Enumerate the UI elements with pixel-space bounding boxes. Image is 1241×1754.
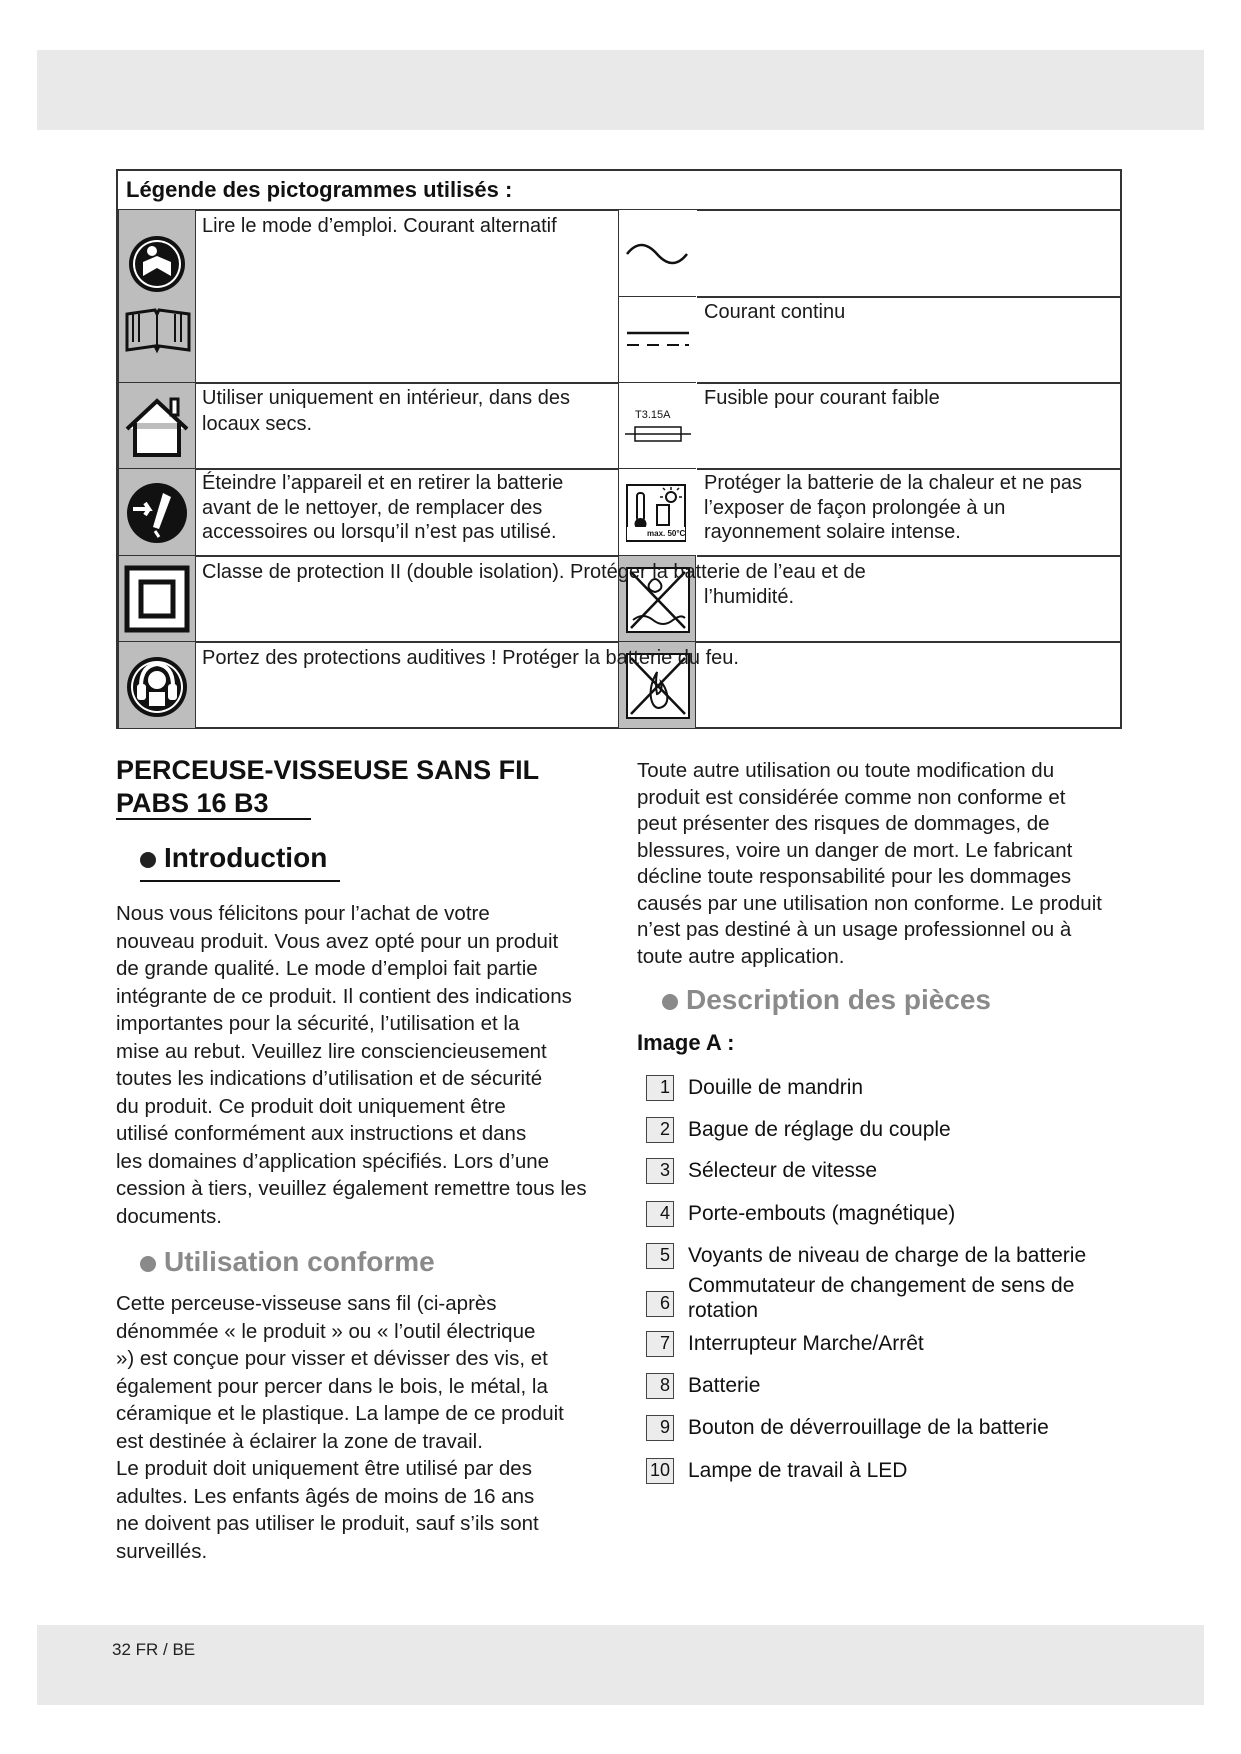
legend-text-class-ii: Classe de protection II (double isolation). Protéger la batterie de l’eau et de <box>202 561 866 583</box>
page-number: 32 FR / BE <box>112 1640 196 1659</box>
text-line: Le produit doit uniquement être utilisé par des <box>116 1457 532 1480</box>
text-line: documents. <box>116 1204 222 1228</box>
part-label: Porte-embouts (magnétique) <box>688 1202 956 1225</box>
text-line: toutes les indications d’utilisation et de sécurité <box>116 1067 543 1090</box>
part-label: Voyants de niveau de charge de la batterie <box>688 1244 1087 1267</box>
text-line: cession à tiers, veuillez également remettre tous les <box>116 1177 587 1200</box>
legend-text-read-manual: Lire le mode d’emploi. Courant alternatif <box>202 215 557 237</box>
legend-text-fuse: Fusible pour courant faible <box>704 387 940 409</box>
section-intended-use <box>140 1246 435 1278</box>
part-label: Lampe de travail à LED <box>688 1459 908 1482</box>
section-parts-description <box>662 984 991 1016</box>
indoor-use-house-icon <box>118 382 196 469</box>
text-line: adultes. Les enfants âgés de moins de 16 ans <box>116 1484 535 1508</box>
bullet-icon <box>140 1256 156 1272</box>
text-line: Nous vous félicitons pour l’achat de votre <box>116 902 490 925</box>
text-line: de grande qualité. Le mode d’emploi fait partie <box>116 957 538 980</box>
product-heading-line1: PERCEUSE-VISSEUSE SANS FIL <box>116 755 540 785</box>
legend-title: Légende des pictogrammes utilisés : <box>126 177 513 202</box>
section-introduction <box>140 842 327 874</box>
part-number-box: 9 <box>646 1415 674 1441</box>
part-label: Bague de réglage du couple <box>688 1118 951 1141</box>
text-line: toute autre application. <box>637 944 845 968</box>
bullet-icon <box>140 852 156 868</box>
part-number-box: 5 <box>646 1243 674 1269</box>
text-line: ne doivent pas utiliser le produit, sauf s’ils sont <box>116 1512 539 1535</box>
section-title: Introduction <box>164 842 328 873</box>
legend-text-dc: Courant continu <box>704 301 846 323</box>
intro-paragraph <box>116 900 616 1230</box>
part-number-box: 6 <box>646 1291 674 1317</box>
text-line: intégrante de ce produit. Il contient des indications <box>116 984 572 1008</box>
fuse-icon <box>618 382 696 469</box>
text-line: ») est conçue pour visser et dévisser des vis, et <box>116 1347 548 1370</box>
fuse-label: T3.15A <box>635 409 671 421</box>
protection-class-ii-icon <box>118 555 196 642</box>
part-number-box: 1 <box>646 1075 674 1101</box>
pictogram-legend-table <box>116 169 1122 729</box>
part-number-box: 2 <box>646 1117 674 1143</box>
text-line: produit est considérée comme non conforme et <box>637 785 1066 809</box>
text-line: également pour percer dans le bois, le métal, la <box>116 1374 548 1398</box>
part-number-box: 3 <box>646 1158 674 1184</box>
other-use-paragraph <box>637 758 1117 970</box>
section-underline <box>140 880 340 882</box>
part-label: Bouton de déverrouillage de la batterie <box>688 1416 1049 1439</box>
text-line: nouveau produit. Vous avez opté pour un produit <box>116 929 559 953</box>
unplug-before-cleaning-icon <box>118 468 196 556</box>
part-label: Douille de mandrin <box>688 1076 864 1099</box>
text-line: importantes pour la sécurité, l’utilisation et la <box>116 1012 520 1035</box>
text-line: surveillés. <box>116 1539 208 1563</box>
part-label: Batterie <box>688 1374 761 1397</box>
direct-current-icon <box>618 296 696 383</box>
product-heading-line2: PABS 16 B3 <box>116 788 269 818</box>
heading-underline <box>116 818 311 820</box>
product-heading <box>116 754 539 820</box>
text-line: est destinée à éclairer la zone de travail. <box>116 1429 483 1453</box>
text-line: n’est pas destiné à un usage professionnel ou à <box>637 918 1072 941</box>
text-line: blessures, voire un danger de mort. Le fabricant <box>637 838 1073 862</box>
part-label: Commutateur de changement de sens de rotation <box>688 1274 1075 1322</box>
text-line: décline toute responsabilité pour les dommages <box>637 865 1072 888</box>
text-line: du produit. Ce produit doit uniquement être <box>116 1094 506 1118</box>
heat-sun-protection-icon <box>618 468 696 556</box>
part-number-box: 10 <box>646 1458 674 1484</box>
alternating-current-icon <box>618 209 696 297</box>
part-number-box: 8 <box>646 1373 674 1399</box>
legend-text-humidity: l’humidité. <box>704 586 795 608</box>
text-line: causés par une utilisation non conforme. Le produit <box>637 891 1102 915</box>
legend-text-heat: Protéger la batterie de la chaleur et ne pas l’exposer de façon prolongée à un rayonnement solaire intense. <box>704 472 1083 543</box>
section-title: Description des pièces <box>686 984 992 1015</box>
legend-text-ear-fire: Portez des protections auditives ! Protéger la batterie du feu. <box>202 647 739 669</box>
heat-label: max. 50°C <box>647 529 686 538</box>
ear-protection-icon <box>118 641 196 729</box>
part-label: Sélecteur de vitesse <box>688 1159 878 1182</box>
text-line: peut présenter des risques de dommages, de <box>637 812 1050 835</box>
header-band <box>37 50 1204 130</box>
footer-band <box>37 1625 1204 1705</box>
part-number-box: 4 <box>646 1201 674 1227</box>
legend-text-indoor: Utiliser uniquement en intérieur, dans des locaux secs. <box>202 387 570 435</box>
text-line: mise au rebut. Veuillez lire consciencieusement <box>116 1039 547 1063</box>
part-label: Interrupteur Marche/Arrêt <box>688 1332 924 1355</box>
text-line: les domaines d’application spécifiés. Lors d’une <box>116 1149 550 1173</box>
text-line: Toute autre utilisation ou toute modification du <box>637 759 1055 782</box>
intended-use-paragraph <box>116 1290 616 1565</box>
image-a-label: Image A : <box>637 1030 735 1055</box>
text-line: utilisé conformément aux instructions et dans <box>116 1122 527 1145</box>
text-line: dénommée « le produit » ou « l’outil électrique <box>116 1319 536 1343</box>
legend-text-unplug: Éteindre l’appareil et en retirer la batterie avant de le nettoyer, de remplacer des accessoires ou lorsqu’il n’est pas utilisé. <box>202 472 564 543</box>
bullet-icon <box>662 994 678 1010</box>
text-line: Cette perceuse-visseuse sans fil (ci-après <box>116 1292 497 1315</box>
text-line: céramique et le plastique. La lampe de ce produit <box>116 1402 564 1425</box>
part-number-box: 7 <box>646 1331 674 1357</box>
section-title: Utilisation conforme <box>164 1246 435 1277</box>
read-manual-icon <box>118 209 196 383</box>
